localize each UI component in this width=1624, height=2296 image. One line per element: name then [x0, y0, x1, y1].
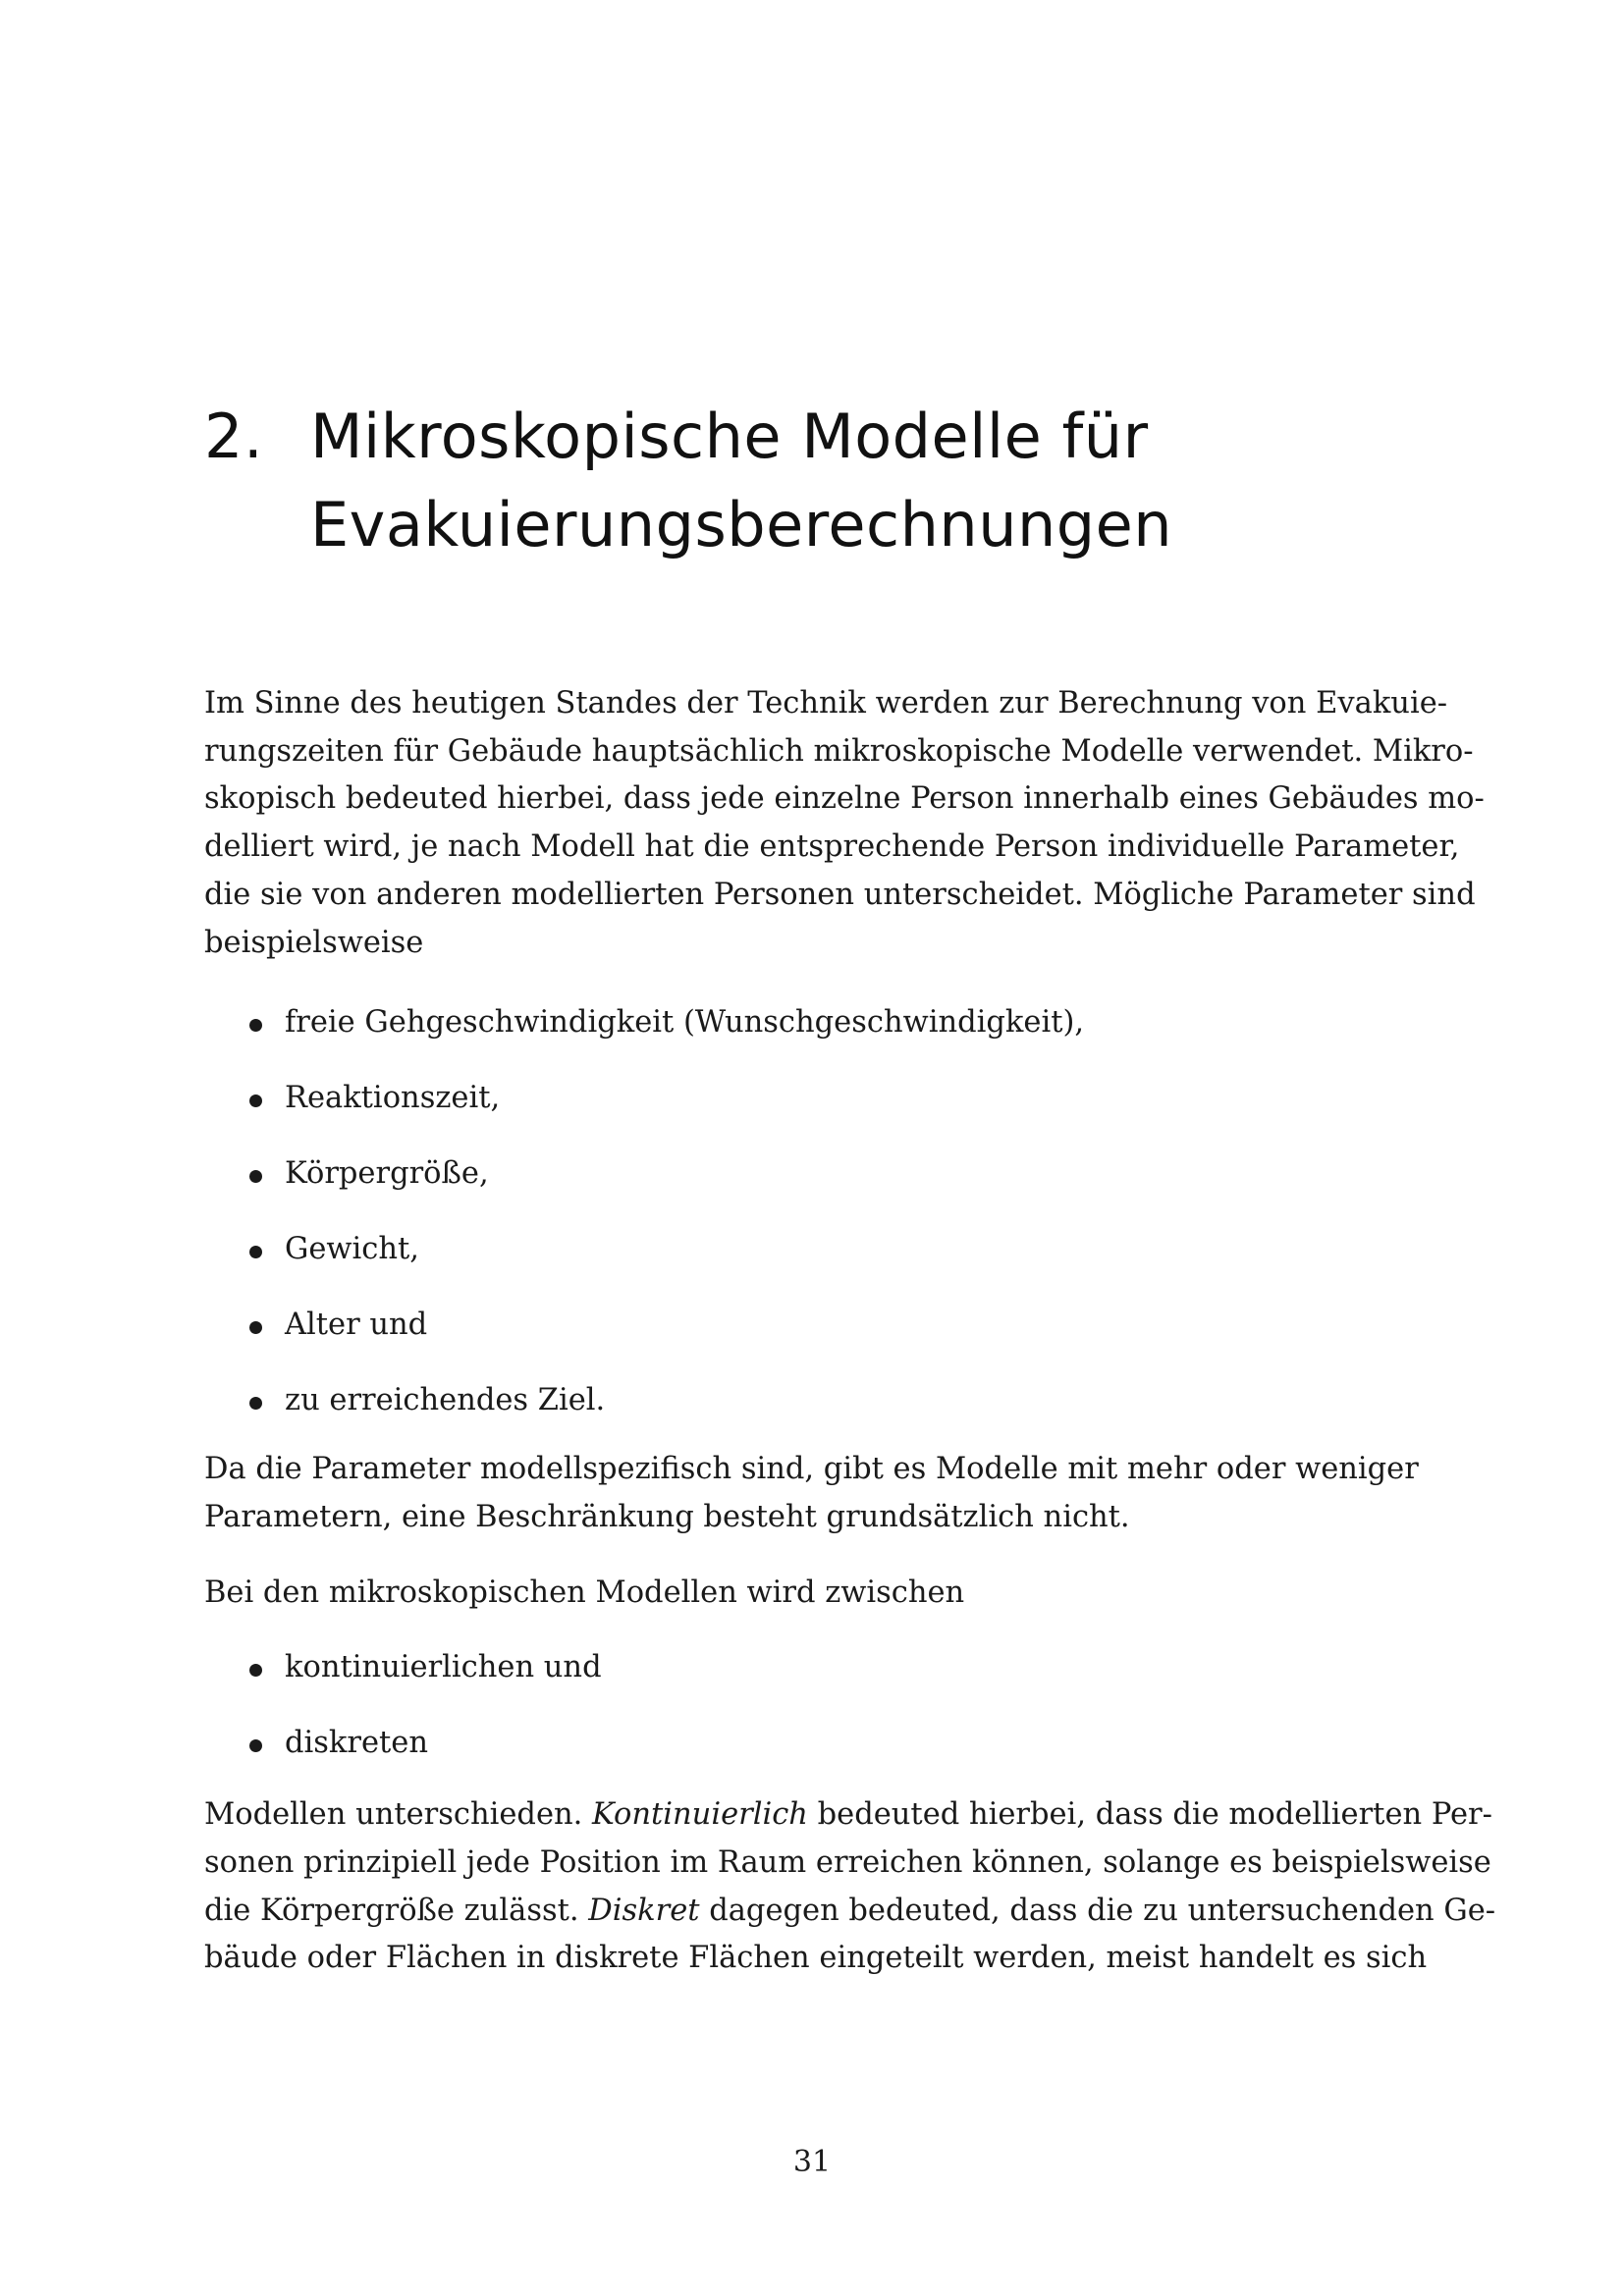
list-item-text: Körpergröße,	[285, 1156, 489, 1192]
list-item	[204, 1075, 1373, 1150]
list-item-text: freie Gehgeschwindigkeit (Wunschgeschwindigkeit),	[285, 1005, 1085, 1041]
chapter-number: 2.	[204, 400, 264, 472]
page-number: 31	[792, 2145, 832, 2179]
emphasized-term: Diskret	[588, 1893, 700, 1928]
list-item	[204, 1150, 1373, 1226]
list-item	[204, 1377, 1373, 1436]
text-fragment: die Körpergröße zulässt.	[204, 1893, 579, 1928]
text-line: rungszeiten für Gebäude hauptsächlich mikroskopische Modelle verwendet. Mikro-	[204, 733, 1474, 769]
text-line	[204, 1888, 1496, 1936]
chapter-title-line: Evakuierungsberechnungen	[310, 489, 1173, 561]
text-line: sonen prinzipiell jede Position im Raum erreichen können, solange es beispielsweise	[204, 1845, 1491, 1881]
text-line	[204, 1791, 1492, 1840]
text-line: bäude oder Flächen in diskrete Flächen eingeteilt werden, meist handelt es sich	[204, 1941, 1428, 1976]
model-types-list	[204, 1644, 1373, 1779]
text-line: Parametern, eine Beschränkung besteht grundsätzlich nicht.	[204, 1499, 1130, 1534]
bullet-icon	[249, 1095, 262, 1107]
list-item-text: kontinuierlichen und	[285, 1650, 602, 1685]
intro-paragraph	[204, 680, 1485, 967]
text-fragment: dagegen bedeuted, dass die zu untersuchenden Ge-	[709, 1893, 1496, 1928]
text-line: beispielsweise	[204, 925, 424, 960]
parameters-paragraph	[204, 1446, 1419, 1541]
parameter-list	[204, 999, 1373, 1436]
list-item	[204, 1720, 1373, 1779]
text-fragment: Modellen unterschieden.	[204, 1797, 583, 1833]
bullet-icon	[249, 1664, 262, 1677]
distinction-paragraph	[204, 1570, 1373, 1618]
bullet-icon	[249, 1246, 262, 1258]
text-line: delliert wird, je nach Modell hat die entsprechende Person individuelle Parameter,	[204, 829, 1460, 865]
model-definition-paragraph	[204, 1791, 1496, 1983]
chapter-title-line: Mikroskopische Modelle für	[310, 400, 1149, 472]
list-item	[204, 1644, 1373, 1720]
list-item-text: Reaktionszeit,	[285, 1081, 501, 1116]
list-item	[204, 1226, 1373, 1302]
bullet-icon	[249, 1019, 262, 1032]
bullet-icon	[249, 1739, 262, 1752]
text-line: Bei den mikroskopischen Modellen wird zwischen	[204, 1575, 965, 1610]
list-item-text: Alter und	[285, 1308, 428, 1343]
body-text	[204, 680, 1496, 1983]
bullet-icon	[249, 1170, 262, 1183]
list-item	[204, 999, 1373, 1075]
list-item-text: diskreten	[285, 1726, 428, 1761]
text-line: Da die Parameter modellspezifisch sind, gibt es Modelle mit mehr oder weniger	[204, 1452, 1419, 1487]
text-line: die sie von anderen modellierten Personen unterscheidet. Mögliche Parameter sind	[204, 877, 1476, 912]
text-line: Im Sinne des heutigen Standes der Technik werden zur Berechnung von Evakuie-	[204, 686, 1448, 721]
bullet-icon	[249, 1397, 262, 1410]
text-fragment: bedeuted hierbei, dass die modellierten Per-	[817, 1797, 1492, 1833]
text-line: skopisch bedeuted hierbei, dass jede einzelne Person innerhalb eines Gebäudes mo-	[204, 781, 1485, 817]
emphasized-term: Kontinuierlich	[592, 1797, 808, 1833]
bullet-icon	[249, 1321, 262, 1334]
list-item	[204, 1302, 1373, 1377]
list-item-text: Gewicht,	[285, 1232, 419, 1267]
chapter-title	[310, 393, 1430, 569]
list-item-text: zu erreichendes Ziel.	[285, 1383, 606, 1418]
